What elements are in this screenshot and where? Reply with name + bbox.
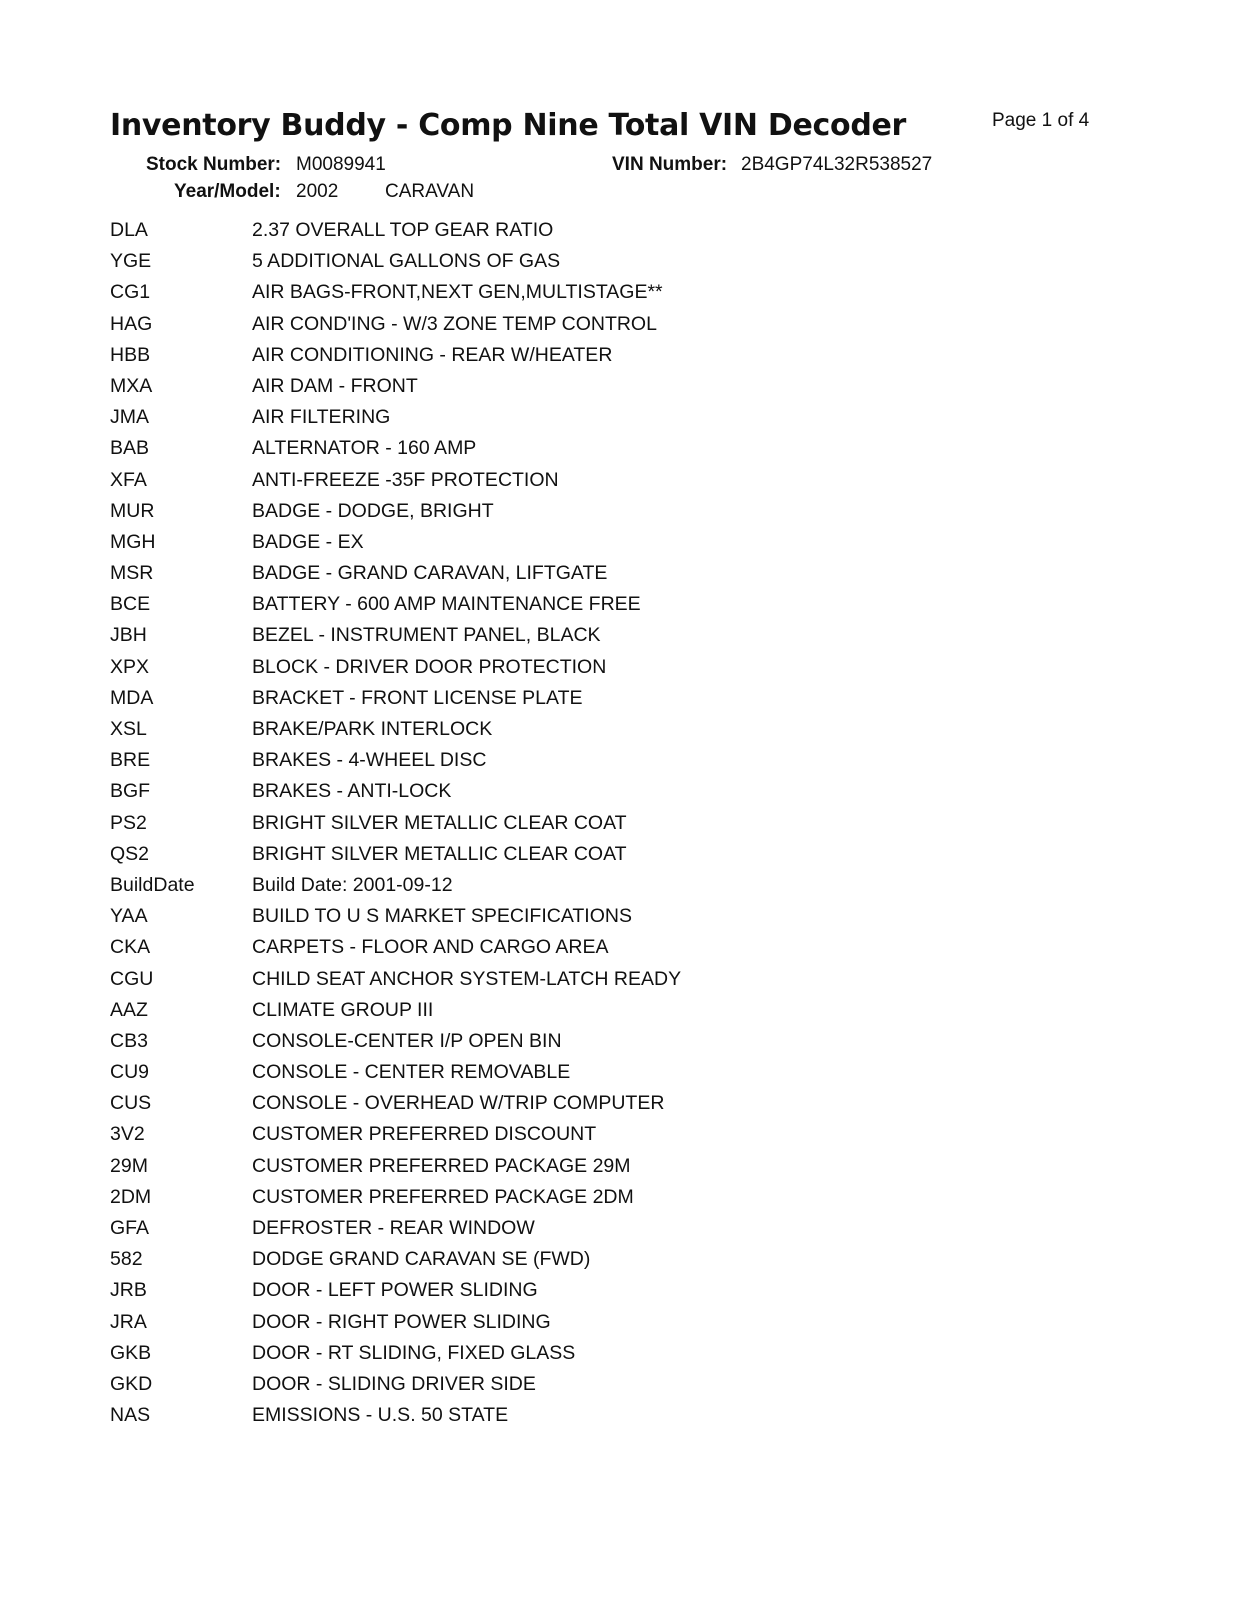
- option-code: BCE: [110, 593, 151, 616]
- option-code: MSR: [110, 562, 154, 585]
- option-description: BEZEL - INSTRUMENT PANEL, BLACK: [252, 624, 601, 647]
- option-row: [110, 842, 681, 873]
- option-description: CONSOLE-CENTER I/P OPEN BIN: [252, 1029, 562, 1052]
- option-row: [110, 1185, 681, 1216]
- option-code: CB3: [110, 1029, 148, 1052]
- option-code: YGE: [110, 250, 152, 273]
- option-row: [110, 343, 681, 374]
- option-row: [110, 1247, 681, 1278]
- option-code: 3V2: [110, 1123, 145, 1146]
- option-description: BRACKET - FRONT LICENSE PLATE: [252, 686, 583, 709]
- option-description: CONSOLE - OVERHEAD W/TRIP COMPUTER: [252, 1092, 665, 1115]
- option-row: [110, 374, 681, 405]
- option-description: AIR BAGS-FRONT,NEXT GEN,MULTISTAGE**: [252, 281, 663, 304]
- option-row: [110, 312, 681, 343]
- option-description: AIR COND'ING - W/3 ZONE TEMP CONTROL: [252, 312, 657, 335]
- option-code: CG1: [110, 281, 151, 304]
- option-code: CU9: [110, 1061, 150, 1084]
- option-code: HAG: [110, 312, 153, 335]
- option-code: XFA: [110, 468, 147, 491]
- option-description: CARPETS - FLOOR AND CARGO AREA: [252, 936, 609, 959]
- option-description: BRAKE/PARK INTERLOCK: [252, 718, 493, 740]
- option-code: HBB: [110, 343, 151, 366]
- option-description: 2.37 OVERALL TOP GEAR RATIO: [252, 219, 554, 241]
- option-description: DODGE GRAND CARAVAN SE (FWD): [252, 1248, 591, 1271]
- option-description: CUSTOMER PREFERRED PACKAGE 2DM: [252, 1185, 634, 1208]
- option-description: CHILD SEAT ANCHOR SYSTEM-LATCH READY: [252, 967, 682, 990]
- document-title: Inventory Buddy - Comp Nine Total VIN Decoder: [110, 108, 907, 143]
- option-description: BADGE - GRAND CARAVAN, LIFTGATE: [252, 562, 608, 585]
- option-code: MXA: [110, 374, 153, 397]
- option-description: 5 ADDITIONAL GALLONS OF GAS: [252, 250, 561, 273]
- option-row: [110, 1122, 681, 1153]
- option-row: [110, 1403, 681, 1434]
- option-row: [110, 779, 681, 810]
- option-row: [110, 717, 681, 748]
- option-description: BLOCK - DRIVER DOOR PROTECTION: [252, 655, 607, 678]
- option-code: 582: [110, 1248, 143, 1271]
- option-code: NAS: [110, 1404, 151, 1427]
- option-row: [110, 218, 681, 249]
- vin-number-value: 2B4GP74L32R538527: [741, 154, 933, 175]
- model-value: CARAVAN: [385, 181, 475, 202]
- option-description: DOOR - SLIDING DRIVER SIDE: [252, 1372, 536, 1395]
- option-code: JMA: [110, 406, 149, 429]
- option-description: CUSTOMER PREFERRED DISCOUNT: [252, 1123, 597, 1146]
- option-code: BuildDate: [110, 873, 195, 896]
- option-row: [110, 873, 681, 904]
- option-description: BUILD TO U S MARKET SPECIFICATIONS: [252, 905, 632, 928]
- option-description: AIR DAM - FRONT: [252, 374, 418, 397]
- year-value: 2002: [296, 181, 339, 202]
- option-row: [110, 249, 681, 280]
- option-code: QS2: [110, 842, 150, 865]
- option-code: BRE: [110, 749, 151, 772]
- option-description: Build Date: 2001-09-12: [252, 873, 453, 896]
- option-code: MDA: [110, 686, 154, 709]
- option-code: BAB: [110, 437, 150, 460]
- option-code: CGU: [110, 967, 154, 990]
- option-code: XPX: [110, 655, 150, 678]
- option-description: BATTERY - 600 AMP MAINTENANCE FREE: [252, 593, 641, 616]
- option-description: ANTI-FREEZE -35F PROTECTION: [252, 468, 559, 491]
- option-row: [110, 561, 681, 592]
- option-description: AIR FILTERING: [252, 406, 391, 429]
- option-row: [110, 405, 681, 436]
- option-code: MUR: [110, 499, 155, 522]
- stock-number-label: Stock Number:: [146, 154, 282, 175]
- option-code: CKA: [110, 936, 151, 959]
- option-code-list: [110, 218, 681, 1434]
- option-row: [110, 904, 681, 935]
- option-description: CONSOLE - CENTER REMOVABLE: [252, 1061, 571, 1084]
- year-model-label: Year/Model:: [174, 181, 281, 202]
- option-row: [110, 1154, 681, 1185]
- option-row: [110, 499, 681, 530]
- option-description: BRIGHT SILVER METALLIC CLEAR COAT: [252, 811, 627, 834]
- page-indicator: Page 1 of 4: [992, 110, 1090, 131]
- option-description: DEFROSTER - REAR WINDOW: [252, 1217, 535, 1239]
- option-row: [110, 1060, 681, 1091]
- option-code: YAA: [110, 905, 148, 928]
- option-description: ALTERNATOR - 160 AMP: [252, 437, 477, 460]
- option-code: PS2: [110, 811, 147, 834]
- option-code: XSL: [110, 718, 147, 740]
- option-description: BRAKES - 4-WHEEL DISC: [252, 749, 487, 772]
- option-row: [110, 1310, 681, 1341]
- option-description: BADGE - EX: [252, 530, 364, 553]
- option-description: CLIMATE GROUP III: [252, 998, 434, 1021]
- option-description: DOOR - RIGHT POWER SLIDING: [252, 1310, 551, 1333]
- option-code: JRB: [110, 1279, 147, 1302]
- option-row: [110, 935, 681, 966]
- option-code: GKD: [110, 1372, 153, 1395]
- option-description: AIR CONDITIONING - REAR W/HEATER: [252, 343, 613, 366]
- option-row: [110, 1029, 681, 1060]
- option-row: [110, 1341, 681, 1372]
- option-row: [110, 1372, 681, 1403]
- option-code: JBH: [110, 624, 147, 647]
- option-code: AAZ: [110, 998, 148, 1021]
- option-row: [110, 998, 681, 1029]
- option-row: [110, 1091, 681, 1122]
- stock-number-value: M0089941: [296, 154, 386, 175]
- option-code: BGF: [110, 780, 151, 803]
- option-description: DOOR - LEFT POWER SLIDING: [252, 1279, 538, 1302]
- option-row: [110, 436, 681, 467]
- option-row: [110, 1216, 681, 1247]
- option-row: [110, 468, 681, 499]
- option-description: EMISSIONS - U.S. 50 STATE: [252, 1404, 509, 1427]
- option-code: 2DM: [110, 1185, 152, 1208]
- option-code: GKB: [110, 1341, 152, 1364]
- option-row: [110, 530, 681, 561]
- option-row: [110, 592, 681, 623]
- option-code: 29M: [110, 1154, 148, 1177]
- option-row: [110, 655, 681, 686]
- option-code: MGH: [110, 530, 156, 553]
- option-code: GFA: [110, 1217, 150, 1239]
- option-description: BADGE - DODGE, BRIGHT: [252, 499, 494, 522]
- option-row: [110, 623, 681, 654]
- option-code: DLA: [110, 219, 148, 241]
- option-description: CUSTOMER PREFERRED PACKAGE 29M: [252, 1154, 631, 1177]
- option-row: [110, 686, 681, 717]
- option-row: [110, 280, 681, 311]
- option-description: BRIGHT SILVER METALLIC CLEAR COAT: [252, 842, 627, 865]
- option-row: [110, 748, 681, 779]
- option-code: CUS: [110, 1092, 152, 1115]
- option-description: DOOR - RT SLIDING, FIXED GLASS: [252, 1341, 576, 1364]
- vin-number-label: VIN Number:: [612, 154, 728, 175]
- option-row: [110, 967, 681, 998]
- option-row: [110, 811, 681, 842]
- option-row: [110, 1278, 681, 1309]
- option-code: JRA: [110, 1310, 147, 1333]
- option-description: BRAKES - ANTI-LOCK: [252, 780, 452, 803]
